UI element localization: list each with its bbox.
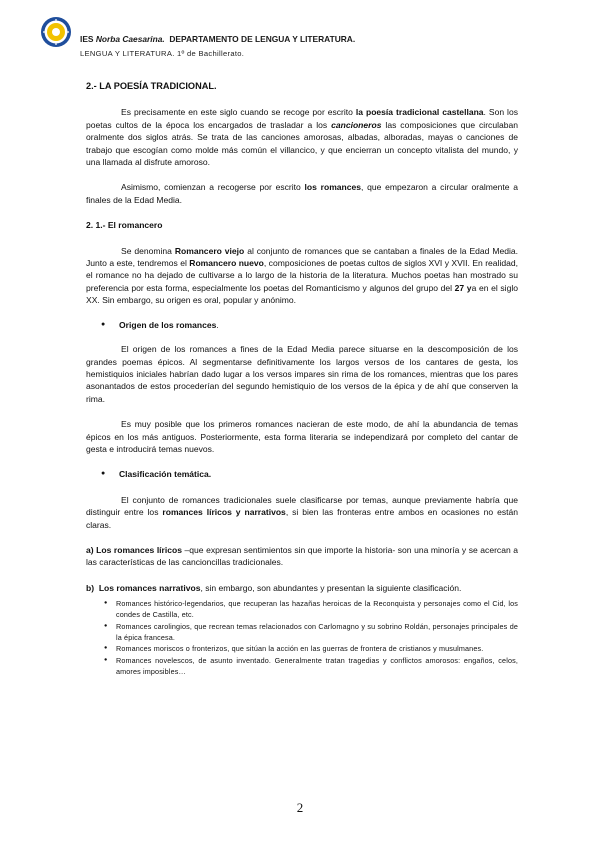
narrative-romance-list <box>86 598 518 677</box>
page-number: 2 <box>296 800 304 815</box>
list-item: ● Romances moriscos o fronterizos, que sitúan la acción en las guerras de frontera de cristianos y musulmanes. <box>86 643 518 654</box>
list-item: ● Romances novelescos, de asunto inventado. Generalmente tratan tragedias y conflictos amorosos: engaños, celos, amores imposibles… <box>86 655 518 678</box>
paragraph-narrativos: b) Los romances narrativos, sin embargo, son abundantes y presentan la siguiente clasificación. <box>86 582 462 593</box>
list-item: ● Romances histórico-legendarios, que recuperan las hazañas heroicas de la Reconquista y personajes como el Cid, los condes de Castilla, etc. <box>86 598 518 621</box>
subsection-title-romancero: 2. 1.- El romancero <box>86 220 163 231</box>
paragraph-romancero: Se denomina Romancero viejo al conjunto de romances que se cantaban a finales de la Edad Media. Junto a este, tendremos el Romancero nuevo, composiciones de poetas cultos de siglos XVI y XVII. En realidad, el romance no ha dejado de cultivarse a lo largo de la historia de la literatura. Muchos poetas han mostrado su preferencia por esta forma, especialmente los poetas del Romanticismo y algunos del grupo del 27 ya en el siglo XX. Sin embargo, su origen es oral, popular y anónimo. <box>86 245 518 306</box>
bullet-clasificacion: ● Clasificación temática. <box>86 468 518 480</box>
bullet-origen: ● Origen de los romances. <box>86 319 518 331</box>
paragraph-clasificacion: El conjunto de romances tradicionales suele clasificarse por temas, aunque previamente habría que distinguir entre los romances líricos y narrativos, si bien las fronteras entre ambos en ocasiones no están claras. <box>86 494 518 530</box>
paragraph-poesia-tradicional: Es precisamente en este siglo cuando se recoge por escrito la poesía tradicional castellana. Son los poetas cultos de la época los encargados de trasladar a los cancioneros las composiciones que circulaban oralmente dos siglos atrás. Se trata de las canciones amorosas, albadas, alboradas, mayas o canciones de trabajo que escogían como molde más común el villancico, y que encierran un concepto vitalista del mundo, y una llamada al disfrute amoroso. <box>86 107 518 168</box>
document-body <box>86 80 518 677</box>
header-title: IES Norba Caesarina. DEPARTAMENTO DE LENGUA Y LITERATURA. <box>80 34 356 44</box>
paragraph-primeros-romances: Es muy posible que los primeros romances nacieran de este modo, de ahí la abundancia de temas épicos en los más antiguos. Posteriormente, esta forma literaria se independizará por completo del cantar de gesta e introducirá temas nuevos. <box>86 419 518 454</box>
paragraph-liricos: a) Los romances líricos –que expresan sentimientos sin que importe la historia- son una minoría y se acercan a las características de las cancioncillas tradicionales. <box>86 544 518 568</box>
school-logo-icon <box>40 16 72 48</box>
list-item: ● Romances carolingios, que recrean temas relacionados con Carlomagno y su sobrino Roldán, personajes principales de la épica francesa. <box>86 621 518 644</box>
paragraph-romances: Asimismo, comienzan a recogerse por escrito los romances, que empezaron a circular oralmente a finales de la Edad Media. <box>86 182 518 205</box>
section-title: 2.- LA POESÍA TRADICIONAL. <box>86 81 217 91</box>
header-course: LENGUA Y LITERATURA. 1º de Bachillerato. <box>80 49 245 58</box>
page-header <box>40 14 570 62</box>
paragraph-origen: El origen de los romances a fines de la Edad Media parece situarse en la descomposición de los grandes poemas épicos. Al segmentarse definitivamente los largos versos de los cantares de gesta, los hemistiquios iniciales habrían dado lugar a los versos impares sin rima de los romances, mientras que los pares asonantados de estos procederían del segundo hemistiquio de los versos de la épica y de ahí que conserven la rima. <box>86 344 518 404</box>
